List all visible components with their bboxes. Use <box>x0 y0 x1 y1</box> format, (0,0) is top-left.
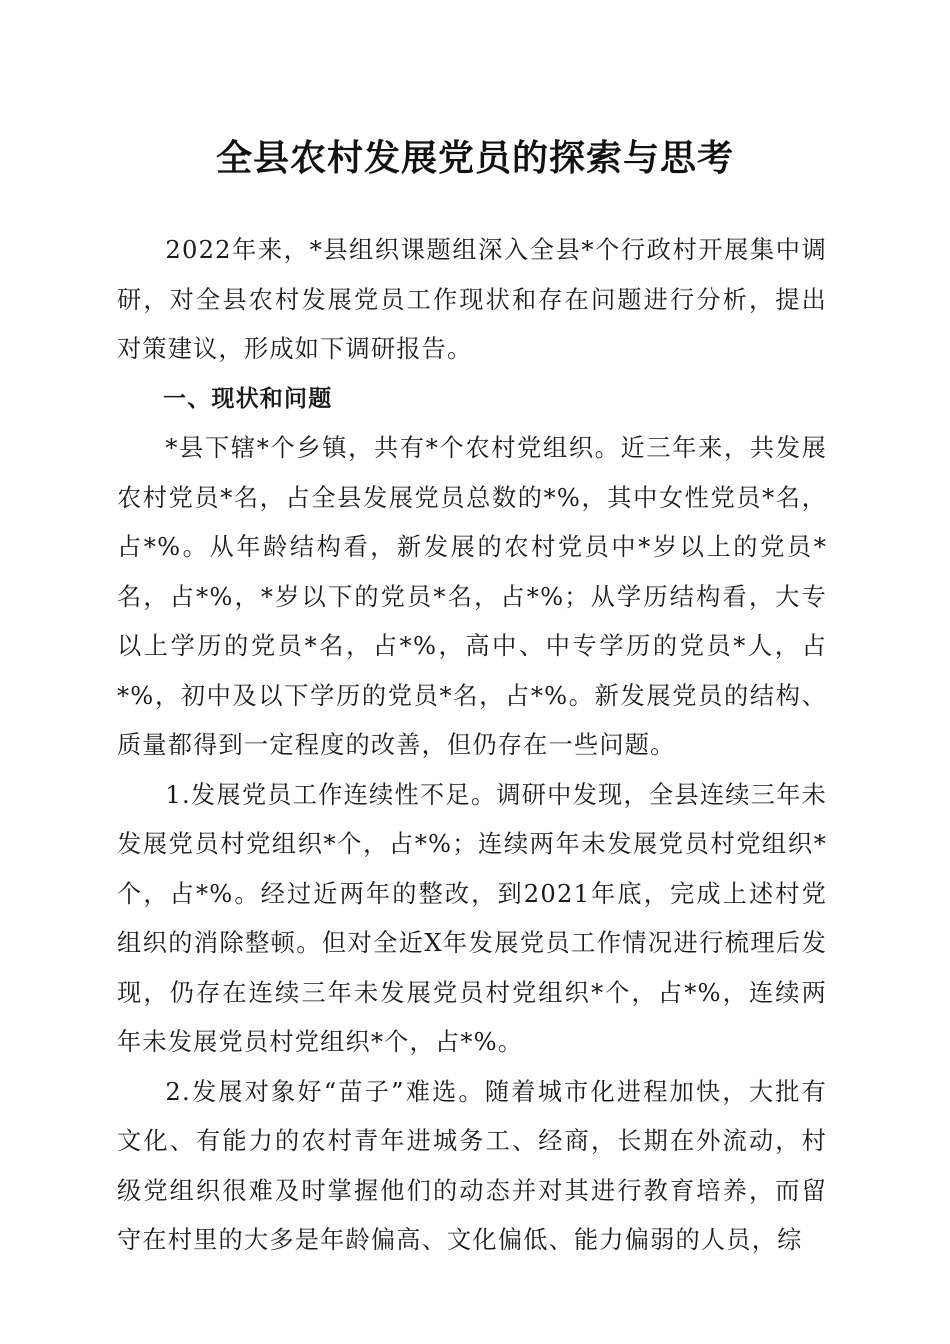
paragraph-problem-1: 1.发展党员工作连续性不足。调研中发现，全县连续三年未发展党员村党组织*个，占*%；连续两年未发展党员村党组织*个，占*%。经过近两年的整改，到2021年底，完成上述村党组织的消除整顿。但对全近X年发展党员工作情况进行梳理后发现，仍存在连续三年未发展党员村党组织*个，占*%，连续两年未发展党员村党组织*个，占*%。 <box>117 780 827 1056</box>
paragraph-problem-2: 2.发展对象好“苗子”难选。随着城市化进程加快，大批有文化、有能力的农村青年进城务工、经商，长期在外流动，村级党组织很难及时掌握他们的动态并对其进行教育培养，而留守在村里的大多是年龄偏高、文化偏低、能力偏弱的人员，综 <box>117 1077 827 1254</box>
paragraph-status: *县下辖*个乡镇，共有*个农村党组织。近三年来，共发展农村党员*名，占全县发展党员总数的*%，其中女性党员*名，占*%。从年龄结构看，新发展的农村党员中*岁以上的党员*名，占*%，*岁以下的党员*名，占*%；从学历结构看，大专以上学历的党员*名，占*%，高中、中专学历的党员*人，占*%，初中及以下学历的党员*名，占*%。新发展党员的结构、质量都得到一定程度的改善，但仍存在一些问题。 <box>117 434 827 759</box>
document-body <box>117 226 827 1266</box>
paragraph-intro: 2022年来，*县组织课题组深入全县*个行政村开展集中调研，对全县农村发展党员工作现状和存在问题进行分析，提出对策建议，形成如下调研报告。 <box>117 236 827 363</box>
document-title: 全县农村发展党员的探索与思考 <box>215 137 734 179</box>
section-heading-status: 一、现状和问题 <box>163 385 333 412</box>
